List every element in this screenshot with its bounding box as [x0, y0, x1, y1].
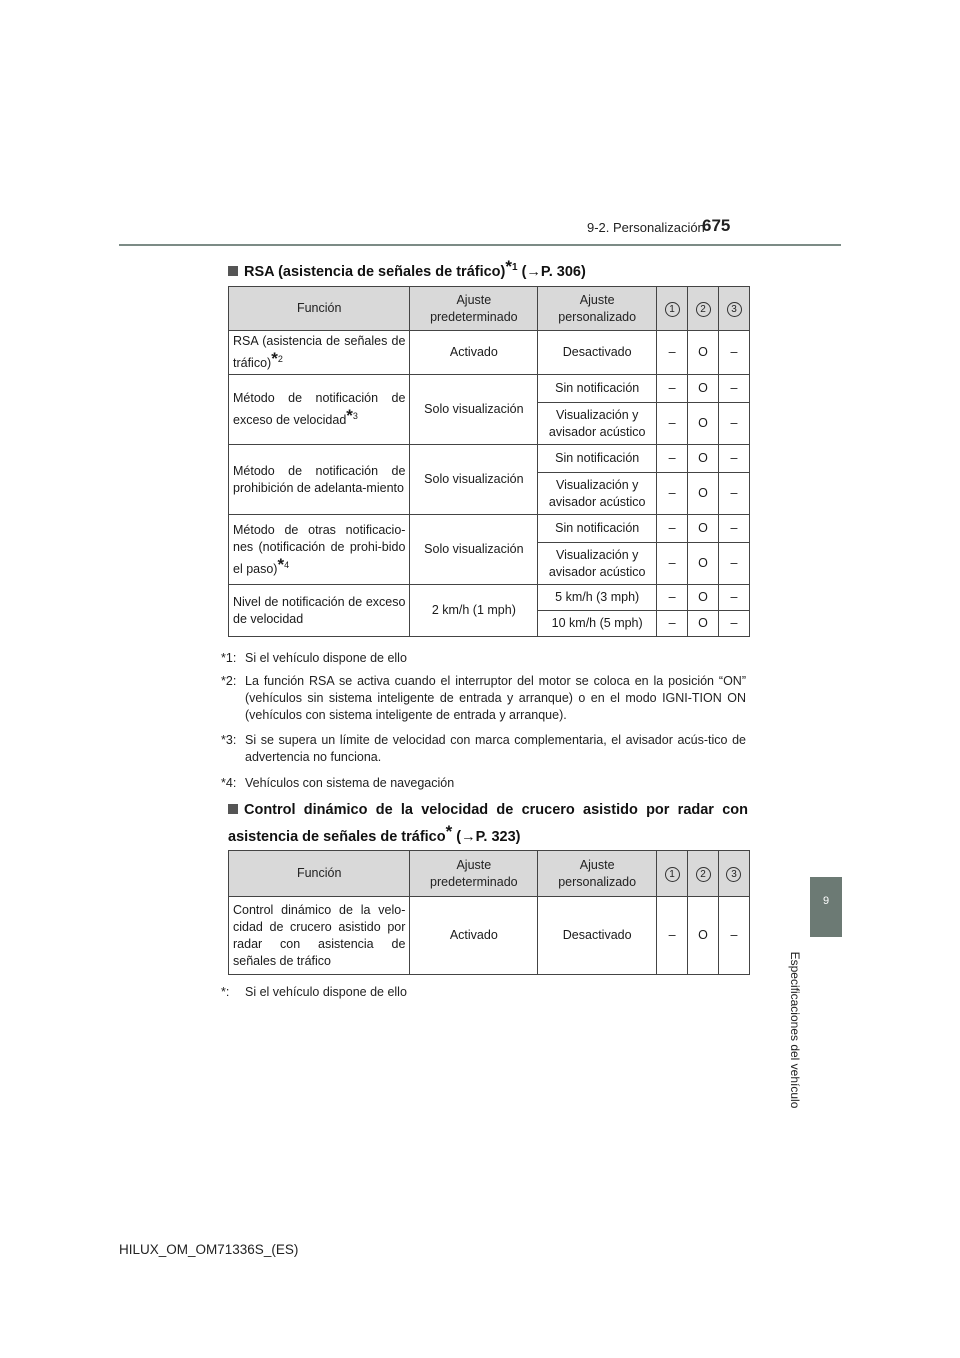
footnote-3	[221, 732, 746, 766]
row-predeterminado: Solo visualización	[410, 375, 538, 445]
table-row	[229, 445, 750, 473]
footnote-star-icon: *	[445, 822, 453, 841]
row-c3: –	[719, 515, 750, 543]
row-funcion: Control dinámico de la velo-cidad de crucero asistido por radar con asistencia de señales de tráfico	[229, 897, 410, 975]
chapter-label-text: Especificaciones del vehículo	[788, 951, 802, 1109]
row-personalizado: 10 km/h (5 mph)	[538, 611, 657, 637]
header-section-title: 9-2. Personalización	[587, 220, 705, 235]
row-c2: O	[688, 375, 719, 403]
footnote-mark: *4:	[221, 776, 237, 790]
row-c1: –	[657, 897, 688, 975]
row-c3: –	[719, 543, 750, 585]
row-c2: O	[688, 331, 719, 375]
row-c3: –	[719, 473, 750, 515]
header-col-3	[719, 287, 750, 331]
row-c3: –	[719, 403, 750, 445]
header-col-2	[688, 287, 719, 331]
row-funcion-text: Método de notificación de exceso de velocidad	[233, 391, 406, 428]
row-funcion: Método de notificación de exceso de velocidad$^{*3}$	[229, 375, 410, 445]
header-funcion: Función	[229, 287, 410, 331]
row-personalizado: Desactivado	[538, 331, 657, 375]
section1-page-ref: (→P. 306)	[521, 263, 586, 280]
row-c3: –	[719, 611, 750, 637]
row-predeterminado: Activado	[410, 897, 538, 975]
document-code: HILUX_OM_OM71336S_(ES)	[119, 1242, 299, 1257]
acc-settings-table	[228, 850, 750, 975]
row-predeterminado: Solo visualización	[410, 445, 538, 515]
row-c3: –	[719, 375, 750, 403]
row-funcion-text: Método de otras notificacio-nes (notificación de prohi-bido el paso)	[233, 522, 406, 576]
row-c2: O	[688, 585, 719, 611]
footnote-mark: *:	[221, 985, 230, 999]
row-personalizado: Sin notificación	[538, 375, 657, 403]
table-row	[229, 375, 750, 403]
row-c1: –	[657, 331, 688, 375]
circled-1-icon: 1	[665, 302, 680, 317]
header-col-1	[657, 851, 688, 897]
row-c2: O	[688, 445, 719, 473]
row-c1: –	[657, 585, 688, 611]
page-number: 675	[702, 216, 731, 235]
row-c1: –	[657, 543, 688, 585]
header-ajuste-personalizado: Ajuste personalizado	[538, 851, 657, 897]
row-funcion: Nivel de notificación de exceso de velocidad	[229, 585, 410, 637]
footnote-text: Si se supera un límite de velocidad con marca complementaria, el avisador acús-tico de advertencia no funciona.	[245, 733, 746, 764]
footnote-4	[221, 775, 746, 792]
header-col-2	[688, 851, 719, 897]
row-funcion: Método de notificación de prohibición de adelanta-miento	[229, 445, 410, 515]
row-personalizado: Visualización y avisador acústico	[538, 543, 657, 585]
footnote-text: Si el vehículo dispone de ello	[245, 985, 407, 999]
row-personalizado: Sin notificación	[538, 445, 657, 473]
header-ajuste-predeterminado: Ajuste predeterminado	[410, 287, 538, 331]
row-personalizado: Desactivado	[538, 897, 657, 975]
row-predeterminado: Activado	[410, 331, 538, 375]
header-col-1	[657, 287, 688, 331]
footnote-1	[221, 650, 746, 667]
header-divider	[119, 244, 841, 246]
section2-title-text: Control dinámico de la velocidad de crucero asistido por radar con asistencia de señales de tráfico	[228, 802, 748, 845]
row-footnote-sup: 4	[284, 559, 290, 570]
table-header-row	[229, 851, 750, 897]
row-c1: –	[657, 375, 688, 403]
footnote-text: La función RSA se activa cuando el interruptor del motor se coloca en la posición “ON” (vehículos sin sistema inteligente de entrada y arranque) o en el modo IGNI-TION ON (vehículos con sistema inteligente de entrada y arranque).	[245, 674, 746, 722]
row-predeterminado: Solo visualización	[410, 515, 538, 585]
chapter-label	[782, 940, 808, 1120]
row-funcion-text: RSA (asistencia de señales de tráfico)	[233, 334, 406, 371]
section1-title-sup: 1	[512, 262, 518, 273]
footnote-text: Vehículos con sistema de navegación	[245, 776, 455, 790]
row-personalizado: Sin notificación	[538, 515, 657, 543]
section1-title	[228, 256, 586, 283]
row-c1: –	[657, 403, 688, 445]
footnote-text: Si el vehículo dispone de ello	[245, 651, 407, 665]
row-c1: –	[657, 445, 688, 473]
circled-2-icon: 2	[696, 867, 711, 882]
circled-1-icon: 1	[665, 867, 680, 882]
row-c2: O	[688, 473, 719, 515]
header-col-3	[718, 851, 749, 897]
row-c3: –	[719, 331, 750, 375]
row-c3: –	[718, 897, 749, 975]
row-c2: O	[688, 403, 719, 445]
section2-page-ref: (→P. 323)	[456, 828, 521, 845]
row-personalizado: Visualización y avisador acústico	[538, 473, 657, 515]
header-ajuste-personalizado: Ajuste personalizado	[538, 287, 657, 331]
section2-title	[228, 800, 748, 848]
table-row	[229, 585, 750, 611]
header-ajuste-predeterminado: Ajuste predeterminado	[410, 851, 538, 897]
table-row	[229, 515, 750, 543]
row-c2: O	[688, 897, 719, 975]
row-c1: –	[657, 515, 688, 543]
circled-3-icon: 3	[726, 867, 741, 882]
row-c2: O	[688, 543, 719, 585]
footnote-star	[221, 984, 746, 1001]
row-c1: –	[657, 611, 688, 637]
table-row	[229, 897, 750, 975]
row-footnote-sup: 2	[277, 354, 283, 364]
row-footnote-sup: 3	[352, 411, 358, 422]
circled-2-icon: 2	[696, 302, 711, 317]
footnote-2	[221, 673, 746, 724]
chapter-number: 9	[822, 895, 830, 907]
row-predeterminado: 2 km/h (1 mph)	[410, 585, 538, 637]
row-c2: O	[688, 515, 719, 543]
circled-3-icon: 3	[727, 302, 742, 317]
header-funcion: Función	[229, 851, 410, 897]
table-row	[229, 331, 750, 375]
footnote-star-icon: *	[505, 257, 512, 276]
row-personalizado: 5 km/h (3 mph)	[538, 585, 657, 611]
row-c3: –	[719, 585, 750, 611]
row-c2: O	[688, 611, 719, 637]
row-c1: –	[657, 473, 688, 515]
footnote-mark: *1:	[221, 651, 237, 665]
chapter-tab	[810, 877, 842, 937]
row-c3: –	[719, 445, 750, 473]
row-personalizado: Visualización y avisador acústico	[538, 403, 657, 445]
rsa-settings-table	[228, 286, 750, 637]
footnote-mark: *3:	[221, 733, 237, 747]
section1-title-text: RSA (asistencia de señales de tráfico)	[244, 263, 506, 280]
square-bullet-icon	[228, 804, 238, 814]
table-header-row	[229, 287, 750, 331]
square-bullet-icon	[228, 266, 238, 276]
row-funcion: RSA (asistencia de señales de tráfico)$^{*2}$	[229, 331, 410, 375]
footnote-mark: *2:	[221, 674, 237, 688]
row-funcion: Método de otras notificacio-nes (notificación de prohi-bido el paso)$^{*4}$	[229, 515, 410, 585]
